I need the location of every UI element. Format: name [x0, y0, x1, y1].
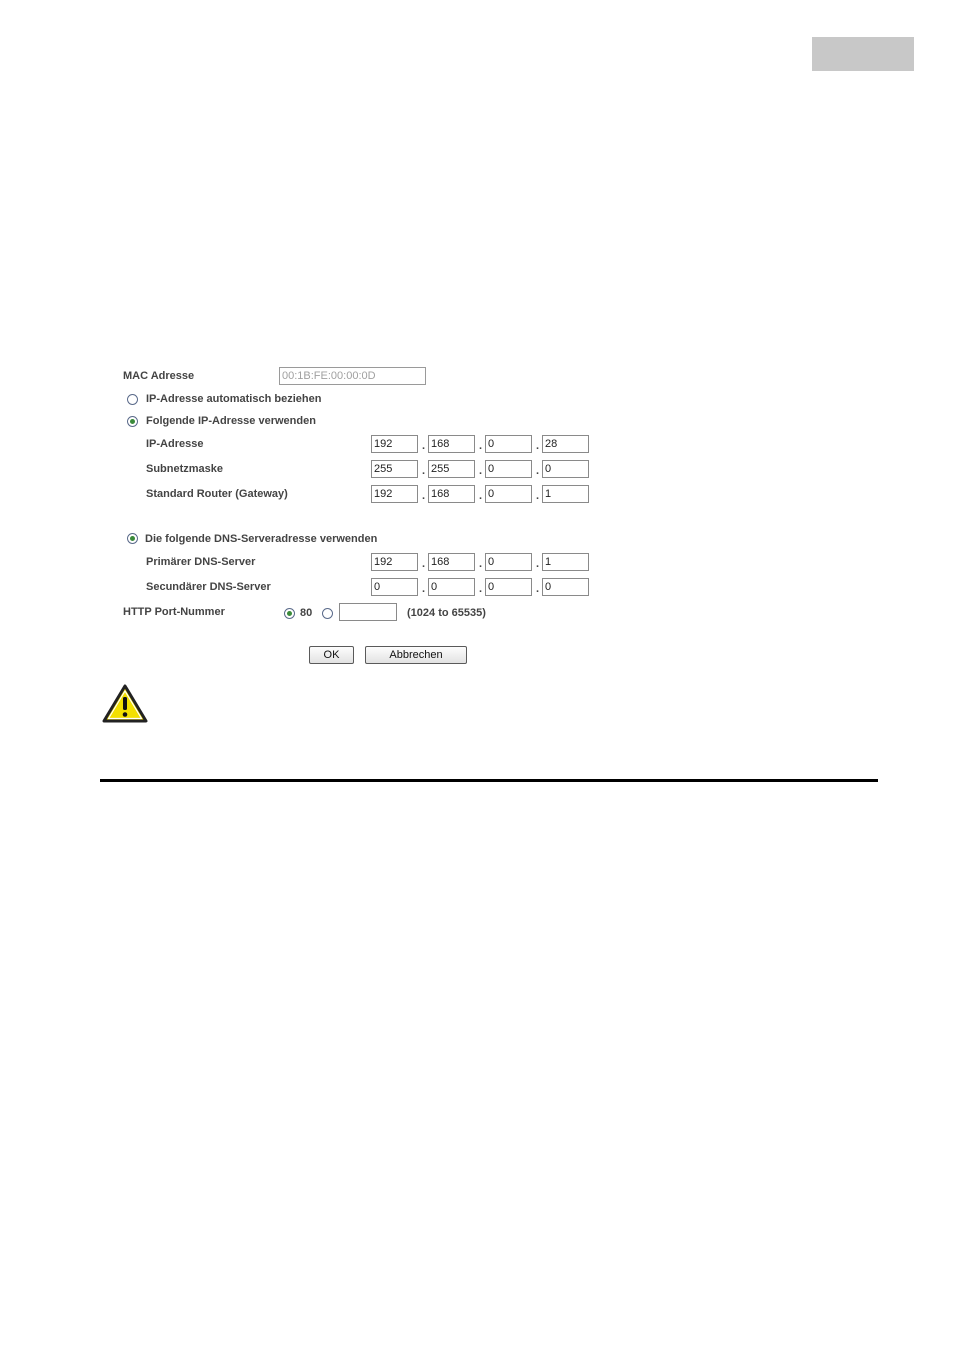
gateway-octet-3[interactable] [485, 485, 532, 503]
dns-manual-label: Die folgende DNS-Serveradresse verwenden [145, 533, 378, 545]
primary-dns-octet-4[interactable] [542, 553, 589, 571]
octet-separator: . [422, 558, 426, 570]
http-port-custom-input[interactable] [339, 603, 397, 621]
primary-dns-label: Primärer DNS-Server [146, 556, 256, 568]
octet-separator: . [422, 583, 426, 595]
octet-separator: . [479, 440, 483, 452]
section-divider [100, 779, 878, 782]
secondary-dns-label: Secundärer DNS-Server [146, 581, 271, 593]
ip-manual-label: Folgende IP-Adresse verwenden [146, 415, 316, 427]
secondary-dns-octet-2[interactable] [428, 578, 475, 596]
octet-separator: . [479, 558, 483, 570]
secondary-dns-octet-3[interactable] [485, 578, 532, 596]
ip-auto-radio[interactable] [127, 394, 138, 405]
subnet-mask-octet-4[interactable] [542, 460, 589, 478]
octet-separator: . [536, 465, 540, 477]
subnet-mask-octet-2[interactable] [428, 460, 475, 478]
subnet-mask-octet-3[interactable] [485, 460, 532, 478]
ip-address-label: IP-Adresse [146, 438, 204, 450]
gateway-octet-1[interactable] [371, 485, 418, 503]
gateway-label: Standard Router (Gateway) [146, 488, 288, 500]
secondary-dns-octet-4[interactable] [542, 578, 589, 596]
secondary-dns-octet-1[interactable] [371, 578, 418, 596]
octet-separator: . [536, 490, 540, 502]
octet-separator: . [536, 440, 540, 452]
mac-field [279, 367, 426, 385]
octet-separator: . [479, 490, 483, 502]
octet-separator: . [422, 440, 426, 452]
ip-address-octet-1[interactable] [371, 435, 418, 453]
octet-separator: . [422, 465, 426, 477]
ip-address-octet-4[interactable] [542, 435, 589, 453]
ok-button[interactable]: OK [309, 646, 354, 664]
octet-separator: . [479, 583, 483, 595]
http-port-custom-radio[interactable] [322, 608, 333, 619]
subnet-mask-octet-1[interactable] [371, 460, 418, 478]
gateway-octet-2[interactable] [428, 485, 475, 503]
ip-auto-label: IP-Adresse automatisch beziehen [146, 393, 322, 405]
http-port-default-radio[interactable] [284, 608, 295, 619]
primary-dns-octet-1[interactable] [371, 553, 418, 571]
ip-address-octet-3[interactable] [485, 435, 532, 453]
octet-separator: . [536, 558, 540, 570]
corner-tab [812, 37, 914, 71]
octet-separator: . [536, 583, 540, 595]
warning-triangle-icon [102, 684, 148, 724]
http-port-label: HTTP Port-Nummer [123, 606, 225, 618]
octet-separator: . [422, 490, 426, 502]
ip-address-octet-2[interactable] [428, 435, 475, 453]
http-port-default-value: 80 [300, 607, 313, 619]
dns-manual-radio[interactable] [127, 533, 138, 544]
subnet-mask-label: Subnetzmaske [146, 463, 224, 475]
http-port-range-hint: (1024 to 65535) [407, 607, 486, 619]
gateway-octet-4[interactable] [542, 485, 589, 503]
cancel-button[interactable]: Abbrechen [365, 646, 467, 664]
octet-separator: . [479, 465, 483, 477]
ip-manual-radio[interactable] [127, 416, 138, 427]
mac-label: MAC Adresse [123, 370, 195, 382]
primary-dns-octet-3[interactable] [485, 553, 532, 571]
primary-dns-octet-2[interactable] [428, 553, 475, 571]
